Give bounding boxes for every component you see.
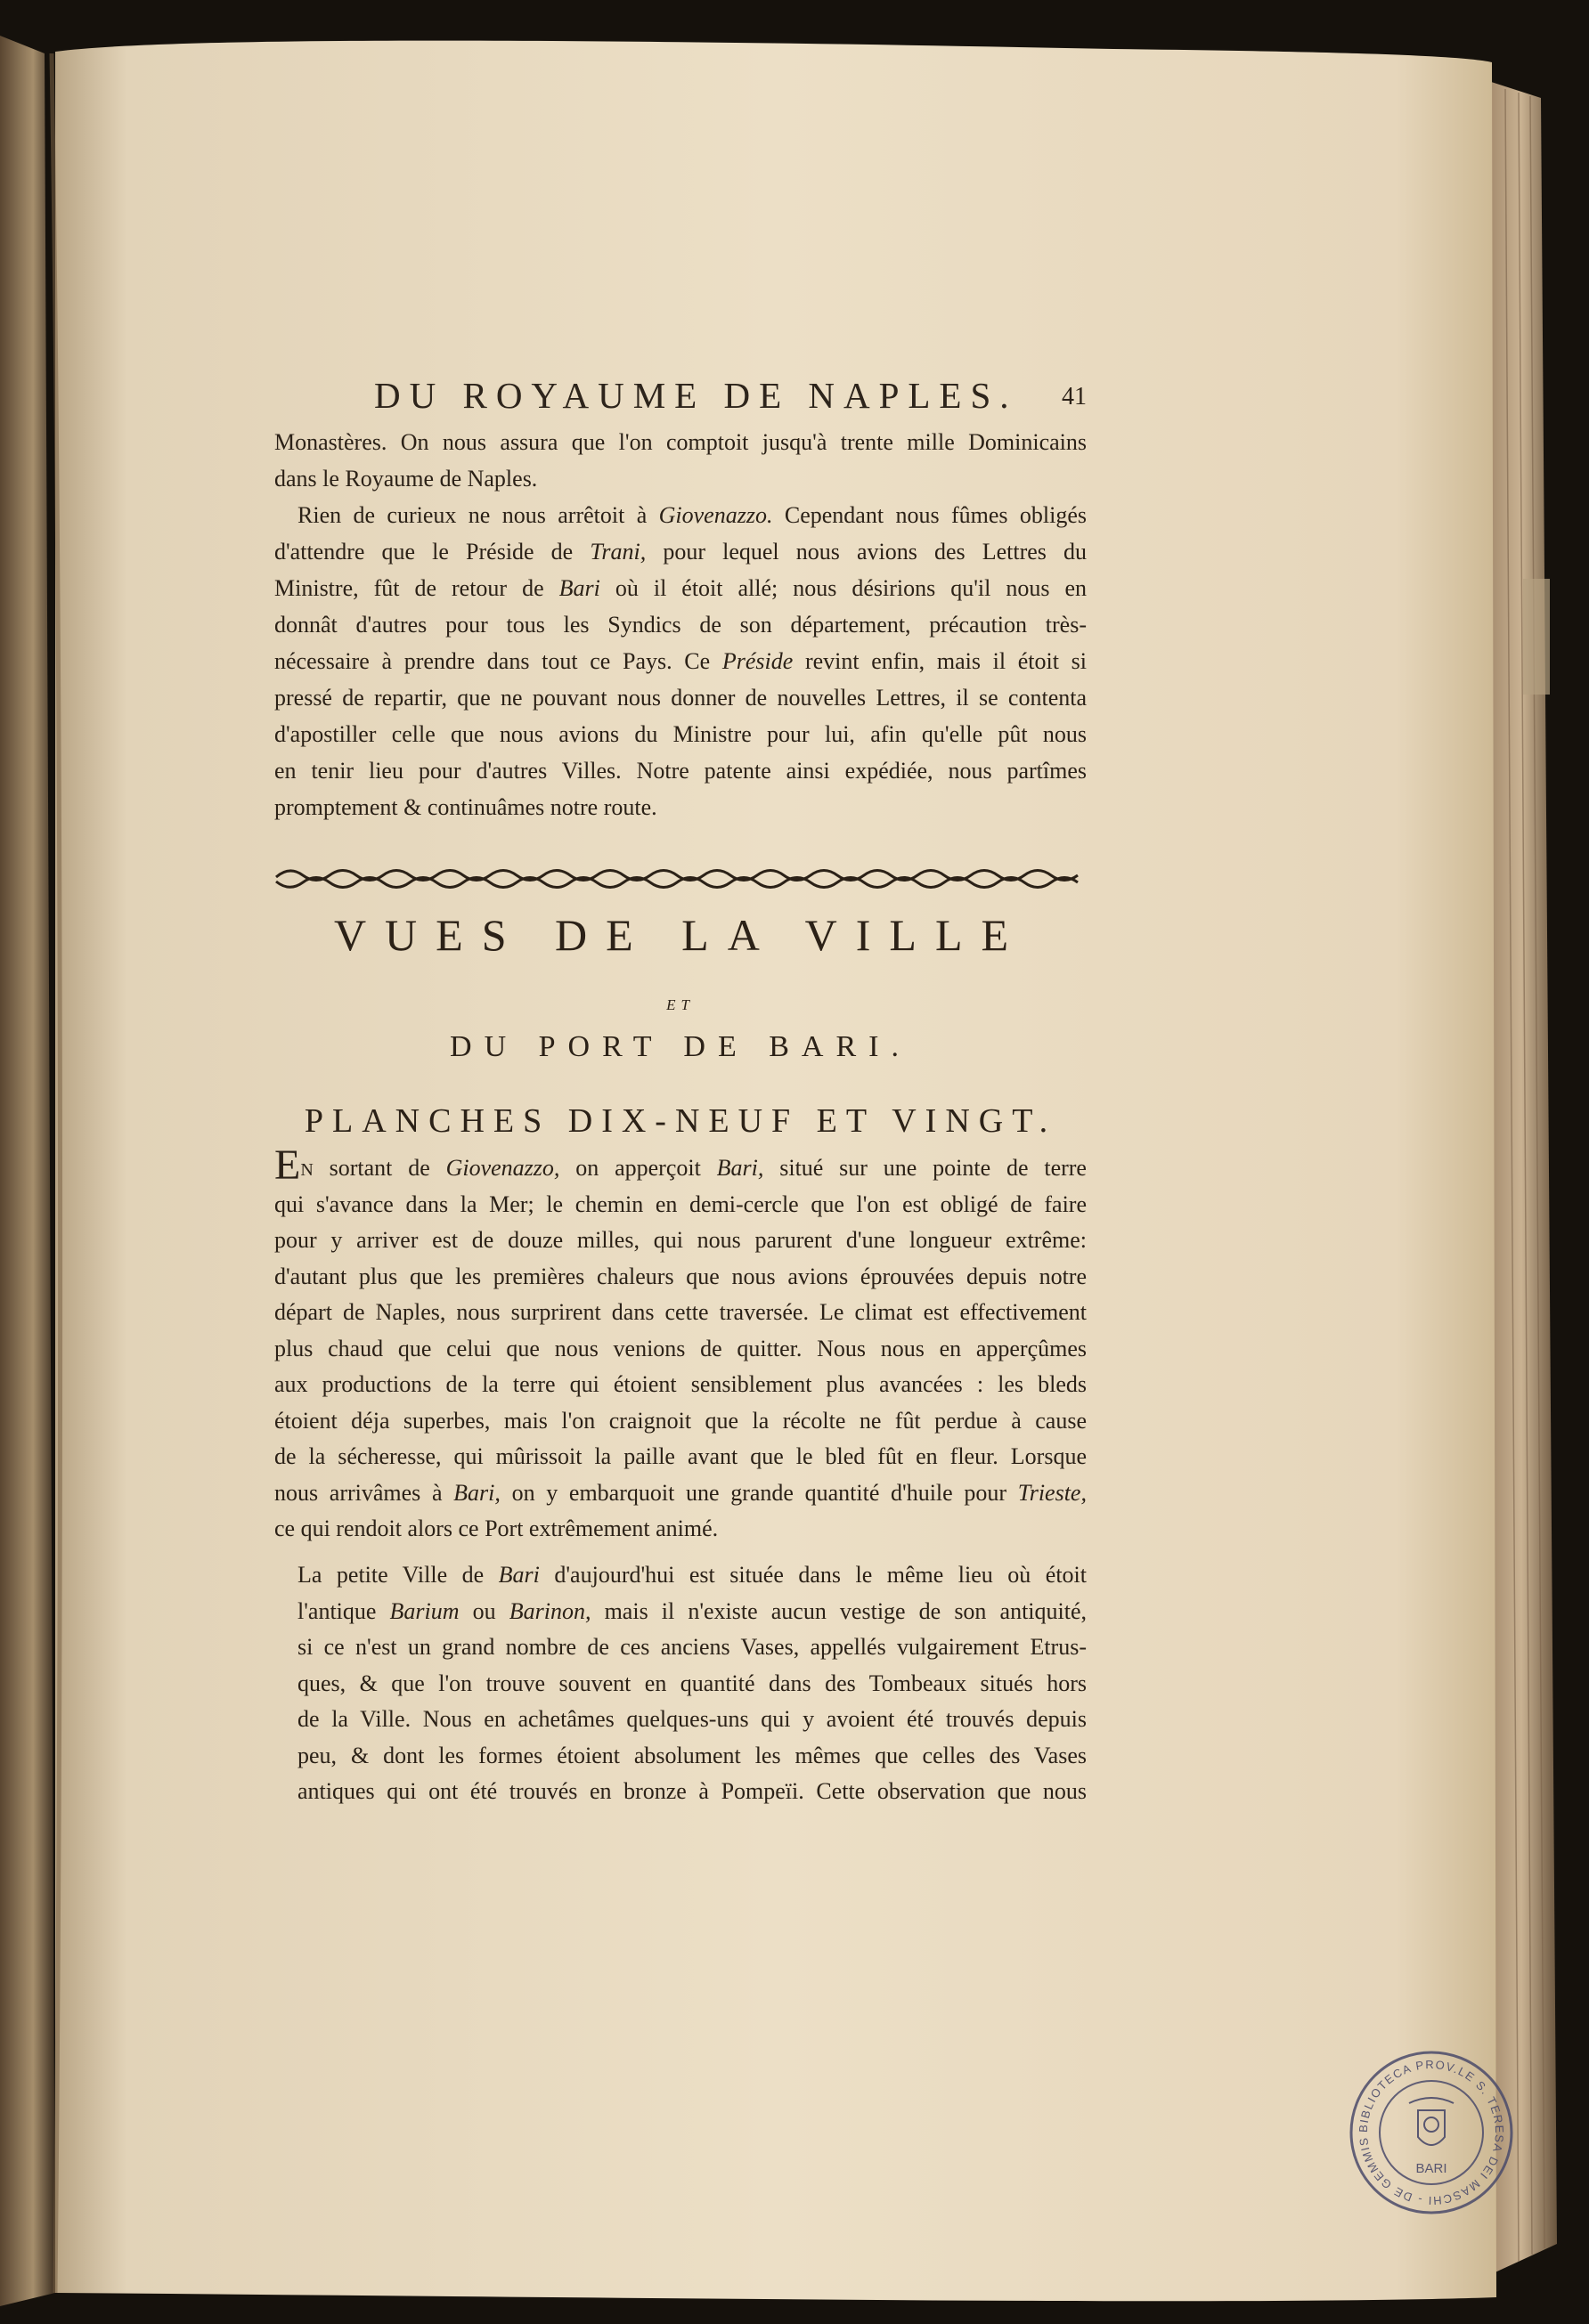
text-line: si ce n'est un grand nombre de ces anciens Vases, appellés vulgairement Etrus- <box>297 1634 1087 1660</box>
section-heading <box>274 908 1087 1142</box>
text-line: ques, & que l'on trouve souvent en quantité dans des Tombeaux situés hors <box>297 1670 1087 1696</box>
italic-place-name: Préside <box>721 648 794 674</box>
italic-place-name: Bari, <box>453 1479 501 1506</box>
text-line: de la Ville. Nous en achetâmes quelques-uns qui y avoient été trouvés depuis <box>297 1706 1087 1732</box>
plates-reference: PLANCHES DIX-NEUF ET VINGT. <box>304 1102 1057 1140</box>
italic-place-name: Barium <box>389 1597 460 1624</box>
text-line: départ de Naples, nous surprirent dans cette traversée. Le climat est effectivement <box>274 1299 1087 1325</box>
text-line: d'attendre que le Préside de Trani, pour lequel nous avions des Lettres du <box>274 539 1088 565</box>
text-line: en tenir lieu pour d'autres Villes. Notre patente ainsi expédiée, nous partîmes <box>274 758 1087 784</box>
italic-place-name: Bari, <box>716 1155 764 1181</box>
text-line: donnât d'autres pour tous les Syndics de son département, précaution très- <box>274 612 1087 638</box>
text-line: plus chaud que celui que nous venions de quitter. Nous nous en apperçûmes <box>274 1335 1087 1361</box>
text-line: l'antique Barium ou Barinon, mais il n'existe aucun vestige de son antiquité, <box>297 1597 1088 1624</box>
text-line: qui s'avance dans la Mer; le chemin en demi-cercle que l'on est obligé de faire <box>274 1190 1087 1217</box>
small-cap: N <box>300 1160 314 1180</box>
italic-place-name: Bari <box>558 575 600 601</box>
library-seal <box>1347 2048 1516 2217</box>
section-title-conjunction: ET <box>666 996 695 1013</box>
stamp-ring-text: BIBLIOTECA PROV.LE S. TERESA DEI MASCHI - DE GEMMIS <box>1356 2057 1507 2208</box>
stamp-city: BARI <box>1415 2161 1447 2176</box>
text-line: peu, & dont les formes étoient absolument les mêmes que celles des Vases <box>297 1742 1087 1768</box>
italic-place-name: Bari <box>498 1562 540 1588</box>
italic-place-name: Giovenazzo. <box>658 502 773 528</box>
paragraph-monasteres <box>274 424 1087 825</box>
running-head: DU ROYAUME DE NAPLES. <box>374 375 1018 416</box>
text-line: antiques qui ont été trouvés en bronze à Pompeïi. Cette observation que nous <box>297 1778 1087 1804</box>
text-line: pressé de repartir, que ne pouvant nous donner de nouvelles Lettres, il se contenta <box>274 685 1087 711</box>
text-line: nous arrivâmes à Bari, on y embarquoit une grande quantité d'huile pour Trieste, <box>274 1479 1087 1506</box>
text-line: La petite Ville de Bari d'aujourd'hui est située dans le même lieu où étoit <box>297 1562 1087 1588</box>
text-line: Rien de curieux ne nous arrêtoit à Giovenazzo. Cependant nous fûmes obligés <box>297 502 1087 528</box>
text-line: de la sécheresse, qui mûrissoit la paille avant que le bled fût en fleur. Lorsque <box>274 1443 1087 1469</box>
italic-place-name: Trani, <box>590 539 647 565</box>
text-line: Ministre, fût de retour de Bari où il étoit allé; nous désirions qu'il nous en <box>274 575 1087 601</box>
text-line: d'apostiller celle que nous avions du Ministre pour lui, afin qu'elle pût nous <box>274 721 1087 747</box>
italic-place-name: Trieste, <box>1017 1479 1087 1506</box>
page-number: 41 <box>1062 383 1087 410</box>
italic-place-name: Giovenazzo, <box>445 1155 560 1181</box>
text-line: EN sortant de Giovenazzo, on apperçoit Bari, situé sur une pointe de terre <box>274 1142 1087 1189</box>
text-line: aux productions de la terre qui étoient sensiblement plus avancées : les bleds <box>274 1371 1087 1397</box>
text-line: pour y arriver est de douze milles, qui nous parurent d'une longueur extrême: <box>274 1227 1087 1253</box>
text-line: étoient déja superbes, mais l'on craignoit que la récolte ne fût perdue à cause <box>274 1407 1087 1434</box>
text-line: Monastères. On nous assura que l'on comptoit jusqu'à trente mille Dominicains <box>274 429 1087 455</box>
paragraph-town-of-bari <box>274 1557 1087 1810</box>
text-line: promptement & continuâmes notre route. <box>274 794 657 820</box>
text-line: dans le Royaume de Naples. <box>274 466 538 492</box>
italic-place-name: Barinon, <box>509 1597 591 1624</box>
text-line: ce qui rendoit alors ce Port extrêmement animé. <box>274 1515 719 1541</box>
text-line: d'autant plus que les premières chaleurs que nous avions éprouvées depuis notre <box>274 1263 1087 1289</box>
paragraph-approach-bari <box>274 1142 1087 1548</box>
section-subtitle: DU PORT DE BARI. <box>450 1030 911 1063</box>
text-line: nécessaire à prendre dans tout ce Pays. Ce Préside revint enfin, mais il étoit si <box>274 648 1087 674</box>
drop-cap: E <box>274 1142 301 1189</box>
section-title: VUES DE LA VILLE <box>333 910 1028 960</box>
coat-of-arms-icon <box>1409 2098 1454 2145</box>
